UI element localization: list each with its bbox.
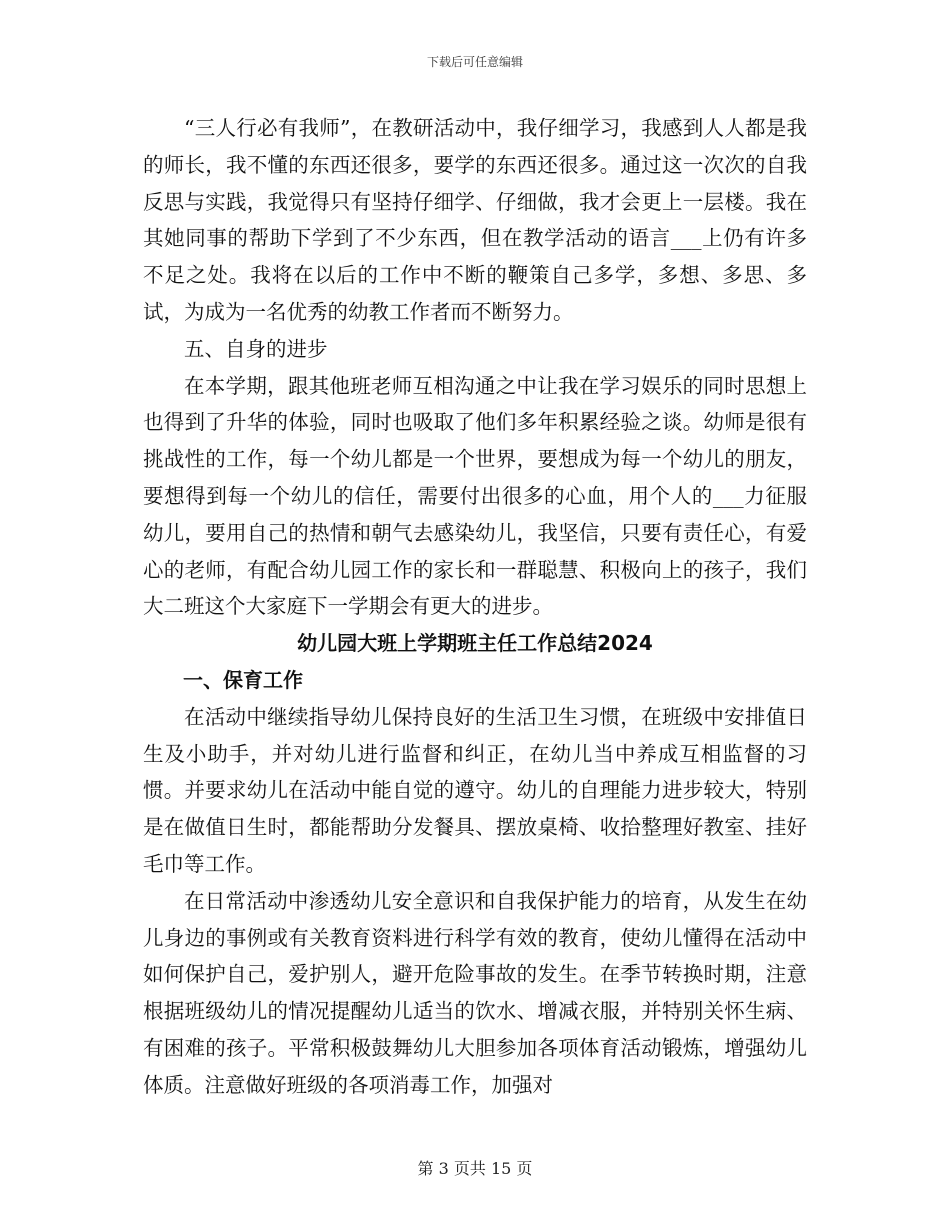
page-number: 第 3 页共 15 页	[417, 1159, 533, 1178]
section-heading-self-progress: 五、自身的进步	[184, 336, 328, 361]
page-header-note: 下载后可任意编辑	[426, 55, 523, 69]
paragraph-teaching-research: “三人行必有我师”，在教研活动中，我仔细学习，我感到人人都是我的师长，我不懂的东西还很多，要学的东西还很多。通过这一次次的自我反思与实践，我觉得只有坚持仔细学、仔细做，我才会更上一层楼。我在其她同事的帮助下学到了不少东西，但在教学活动的语言___上仍有许多不足之处。我将在以后的工作中不断的鞭策自己多学，多想、多思、多试，为成为一名优秀的幼教工作者而不断努力。	[143, 116, 807, 324]
paragraph-hygiene-habits: 在活动中继续指导幼儿保持良好的生活卫生习惯，在班级中安排值日生及小助手，并对幼儿进行监督和纠正，在幼儿当中养成互相监督的习惯。并要求幼儿在活动中能自觉的遵守。幼儿的自理能力进步较大，特别是在做值日生时，都能帮助分发餐具、摆放桌椅、收拾整理好教室、挂好毛巾等工作。	[143, 704, 807, 876]
document-title: 幼儿园大班上学期班主任工作总结2024	[297, 631, 653, 656]
document-body	[143, 110, 807, 1104]
section-heading-care-work: 一、保育工作	[183, 667, 303, 692]
paragraph-self-progress: 在本学期，跟其他班老师互相沟通之中让我在学习娱乐的同时思想上也得到了升华的体验，同时也吸取了他们多年积累经验之谈。幼师是很有挑战性的工作，每一个幼儿都是一个世界，要想成为每一个幼儿的朋友，要想得到每一个幼儿的信任，需要付出很多的心血，用个人的___力征服幼儿，要用自己的热情和朝气去感染幼儿，我坚信，只要有责任心，有爱心的老师，有配合幼儿园工作的家长和一群聪慧、积极向上的孩子，我们大二班这个大家庭下一学期会有更大的进步。	[143, 373, 807, 619]
paragraph-safety-education: 在日常活动中渗透幼儿安全意识和自我保护能力的培育，从发生在幼儿身边的事例或有关教育资料进行科学有效的教育，使幼儿懂得在活动中如何保护自己，爱护别人，避开危险事故的发生。在季节转换时期，注意根据班级幼儿的情况提醒幼儿适当的饮水、增减衣服，并特别关怀生病、有困难的孩子。平常积极鼓舞幼儿大胆参加各项体育活动锻炼，增强幼儿体质。注意做好班级的各项消毒工作，加强对	[143, 888, 807, 1097]
